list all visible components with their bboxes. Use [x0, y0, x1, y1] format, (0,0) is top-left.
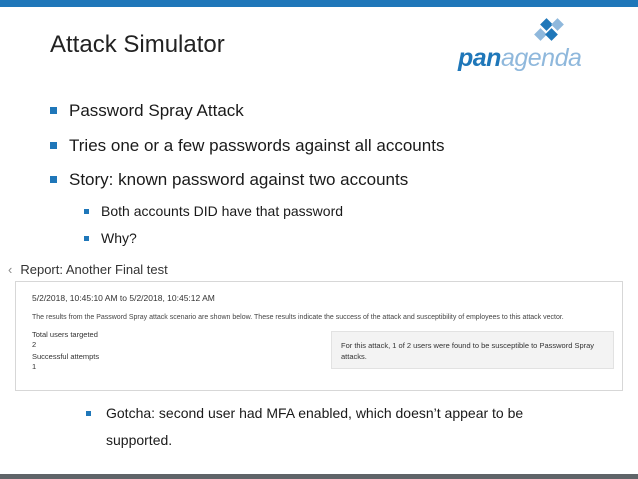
bullet-item	[50, 101, 244, 121]
bullet-square-icon	[84, 236, 89, 241]
report-description: The results from the Password Spray attack scenario are shown below. These results indicate the success of the attack and susceptibility of employees to this attack vector.	[32, 314, 564, 321]
bullet-square-icon	[50, 142, 57, 149]
top-accent-bar	[0, 0, 638, 7]
total-users-value: 2	[32, 340, 37, 349]
bullet-text: Password Spray Attack	[69, 101, 244, 120]
bullet-square-icon	[50, 107, 57, 114]
bullet-text: Tries one or a few passwords against all accounts	[69, 136, 445, 155]
report-summary-box: For this attack, 1 of 2 users were found to be susceptible to Password Spray attacks.	[331, 331, 614, 369]
report-title: Report: Another Final test	[20, 262, 168, 277]
total-users-label: Total users targeted	[32, 330, 98, 339]
successful-attempts-value: 1	[32, 362, 37, 371]
logo-text-pan: pan	[458, 44, 501, 72]
report-header	[8, 262, 168, 277]
bullet-text: Story: known password against two accounts	[69, 170, 409, 189]
gotcha-bullet	[86, 400, 586, 454]
bottom-footer-bar	[0, 474, 638, 479]
sub-bullet-item	[84, 203, 343, 219]
sub-bullet-item	[84, 230, 137, 246]
panagenda-logo	[458, 18, 608, 74]
gotcha-text: Gotcha: second user had MFA enabled, which doesn’t appear to be supported.	[106, 405, 524, 448]
sub-bullet-text: Both accounts DID have that password	[101, 203, 344, 219]
successful-attempts-label: Successful attempts	[32, 352, 100, 361]
report-date-range: 5/2/2018, 10:45:10 AM to 5/2/2018, 10:45:12 AM	[32, 293, 215, 303]
logo-text-agenda: agenda	[500, 44, 582, 72]
logo-wordmark	[458, 44, 581, 73]
bullet-item	[50, 170, 408, 190]
chevron-left-icon[interactable]: ‹	[8, 262, 13, 277]
bullet-square-icon	[86, 411, 91, 416]
slide-title: Attack Simulator	[50, 31, 225, 58]
bullet-item	[50, 136, 444, 156]
sub-bullet-text: Why?	[101, 230, 137, 246]
report-panel	[15, 281, 623, 391]
bullet-square-icon	[84, 209, 89, 214]
bullet-square-icon	[50, 176, 57, 183]
